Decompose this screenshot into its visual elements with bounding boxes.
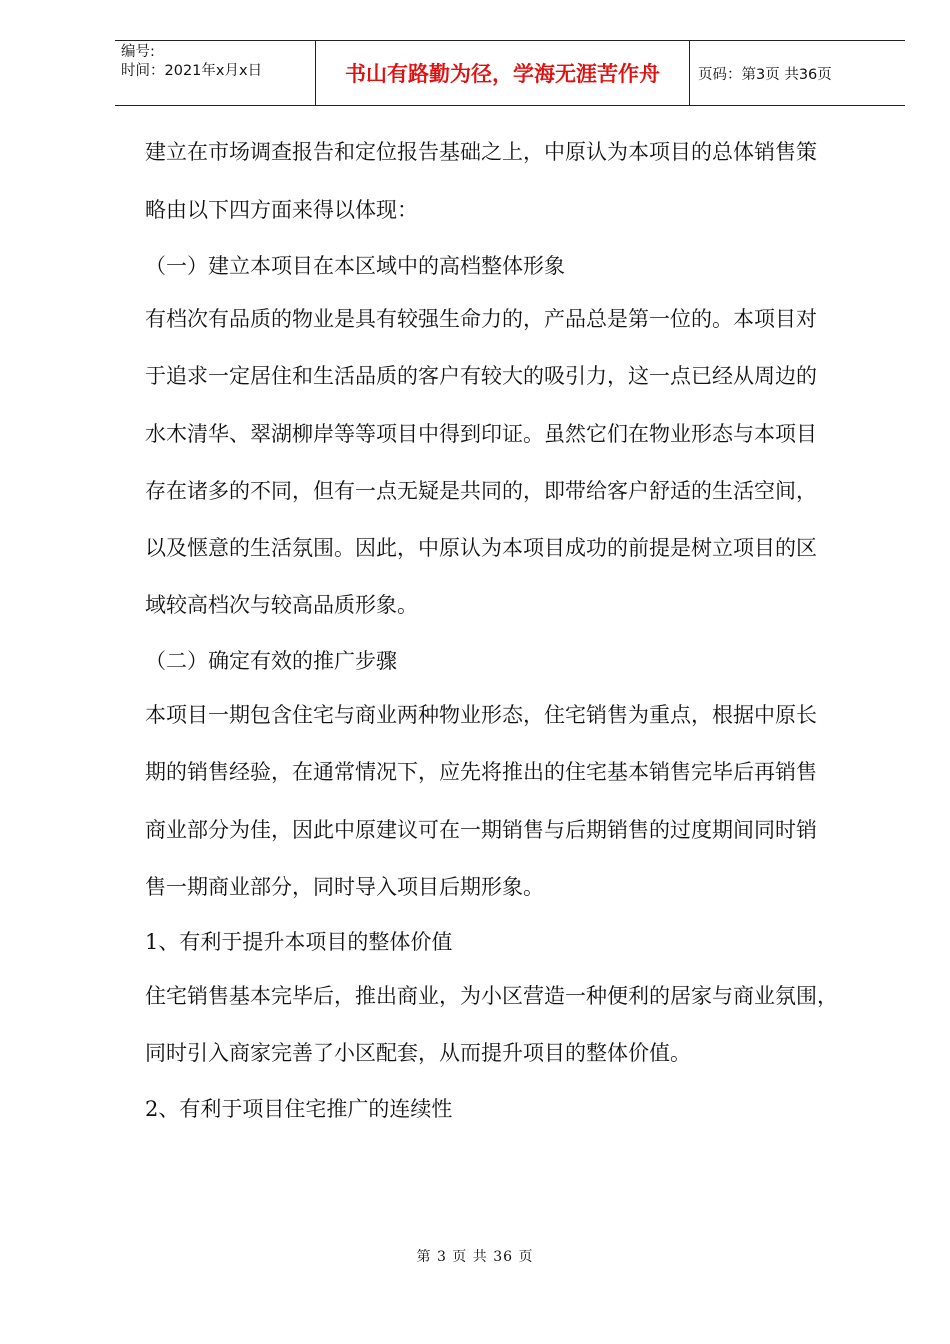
body-line: 于追求一定居住和生活品质的客户有较大的吸引力，这一点已经从周边的 [145, 364, 817, 388]
body-line: 同时引入商家完善了小区配套，从而提升项目的整体价值。 [145, 1041, 691, 1065]
body-line: 有档次有品质的物业是具有较强生命力的，产品总是第一位的。本项目对 [145, 307, 817, 331]
code-label: 编号: [121, 44, 155, 60]
header-page-info: 页码：第3页 共36页 [698, 66, 832, 83]
body-line: 以及惬意的生活氛围。因此，中原认为本项目成功的前提是树立项目的区 [145, 536, 817, 560]
page-footer: 第 3 页 共 36 页 [416, 1249, 534, 1265]
body-line: 本项目一期包含住宅与商业两种物业形态，住宅销售为重点，根据中原长 [145, 703, 817, 727]
body-line: 商业部分为佳，因此中原建议可在一期销售与后期销售的过度期间同时销 [145, 818, 817, 842]
body-line: 住宅销售基本完毕后，推出商业，为小区营造一种便利的居家与商业氛围， [145, 984, 838, 1008]
body-line: 期的销售经验，在通常情况下，应先将推出的住宅基本销售完毕后再销售 [145, 760, 817, 784]
time-label: 时间：2021年x月x日 [121, 63, 263, 79]
header-motto: 书山有路勤为径，学海无涯苦作舟 [316, 41, 690, 105]
sub-heading: 2、有利于项目住宅推广的连续性 [145, 1097, 453, 1121]
body-line: 售一期商业部分，同时导入项目后期形象。 [145, 875, 544, 899]
section-heading: （一）建立本项目在本区域中的高档整体形象 [145, 254, 565, 278]
sub-heading: 1、有利于提升本项目的整体价值 [145, 930, 453, 954]
header-meta [115, 41, 316, 105]
body-line: 略由以下四方面来得以体现： [145, 198, 418, 222]
body-line: 水木清华、翠湖柳岸等等项目中得到印证。虽然它们在物业形态与本项目 [145, 422, 817, 446]
body-line: 存在诸多的不同，但有一点无疑是共同的，即带给客户舒适的生活空间， [145, 479, 817, 503]
body-line: 建立在市场调查报告和定位报告基础之上，中原认为本项目的总体销售策 [145, 140, 817, 164]
section-heading: （二）确定有效的推广步骤 [145, 649, 397, 673]
body-line: 域较高档次与较高品质形象。 [145, 593, 418, 617]
page-header [115, 40, 905, 106]
